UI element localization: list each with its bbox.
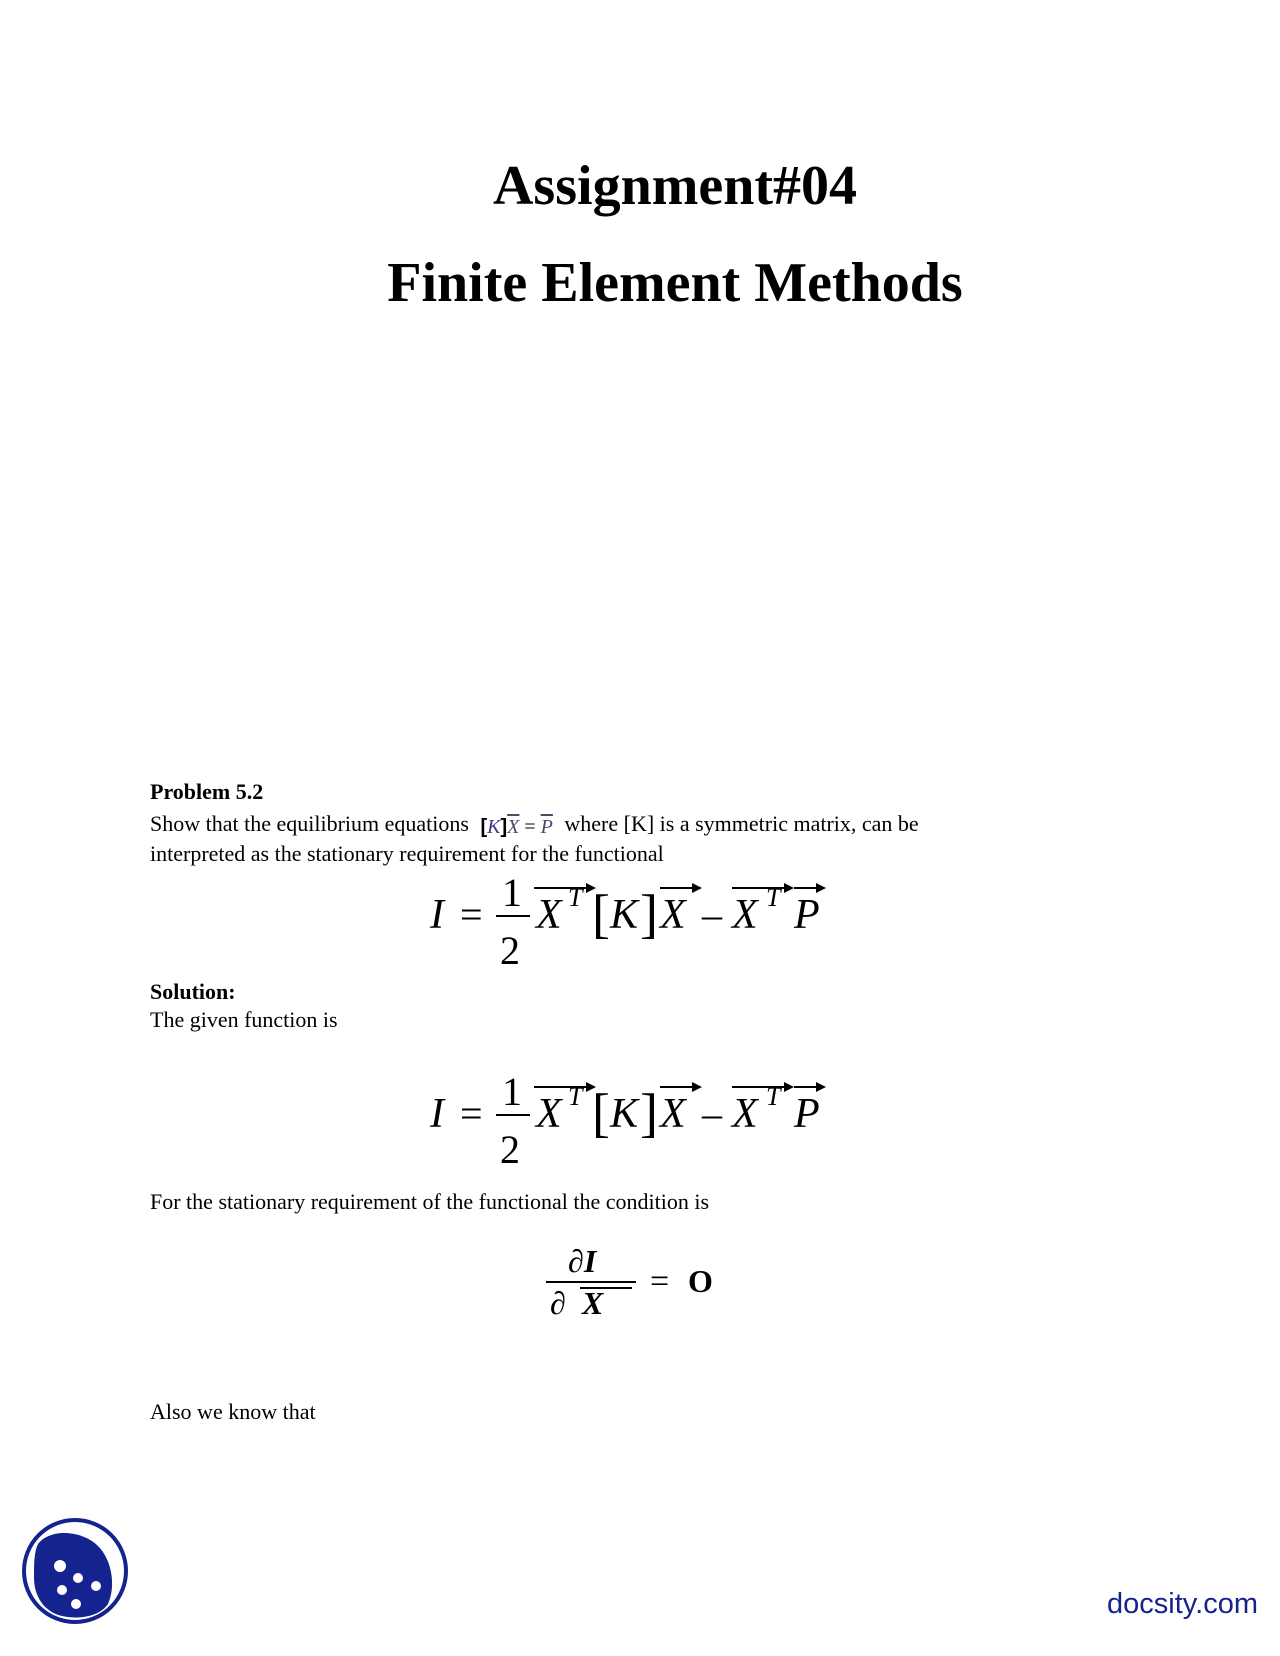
eq2-arrowhead-x2 xyxy=(692,1082,702,1092)
eq2-superscript-t1: T xyxy=(568,1082,583,1111)
functional-equation-2 xyxy=(420,1065,840,1175)
deriv-numerator: ∂I xyxy=(568,1243,597,1279)
problem-line-1 xyxy=(150,810,919,840)
eq2-k: K xyxy=(610,1091,639,1137)
eq2-minus: – xyxy=(702,1091,722,1136)
eq2-x3: X xyxy=(732,1091,758,1137)
eq1-equals: = xyxy=(460,892,483,937)
solution-line-3: Also we know that xyxy=(150,1399,316,1424)
inline-eq-p: $\overline{P}$ xyxy=(540,816,553,838)
eq1-p: P xyxy=(794,892,820,938)
functional-equation-1 xyxy=(420,866,840,976)
eq2-x1: X xyxy=(536,1091,562,1137)
docsity-logo-icon xyxy=(20,1516,130,1626)
deriv-equals: = xyxy=(650,1263,670,1300)
eq1-arrowhead-x2 xyxy=(692,883,702,893)
assignment-title: Assignment#04 xyxy=(492,155,858,217)
problem-line-2: interpreted as the stationary requirement for the functional xyxy=(150,841,664,866)
eq1-x3: X xyxy=(732,892,758,938)
eq1-lbracket: [ xyxy=(592,884,610,944)
eq2-denominator: 2 xyxy=(500,1127,520,1172)
solution-line-1: The given function is xyxy=(150,1007,338,1032)
eq2-arrowhead-x3 xyxy=(784,1082,794,1092)
inline-eq-lbracket: [ xyxy=(480,816,488,838)
eq1-superscript-t1: T xyxy=(568,883,583,912)
problem-line-1-after: where [K] is a symmetric matrix, can be xyxy=(564,811,919,836)
problem-heading: Problem 5.2 xyxy=(150,779,264,804)
eq1-numerator: 1 xyxy=(502,870,522,915)
deriv-rhs: O xyxy=(688,1263,713,1299)
stationary-condition-equation xyxy=(540,1240,740,1320)
deriv-den-partial: ∂ xyxy=(550,1285,566,1320)
eq2-lhs: I xyxy=(430,1091,444,1137)
course-title: Finite Element Methods xyxy=(387,252,963,314)
eq1-rbracket: ] xyxy=(640,884,658,944)
solution-heading: Solution: xyxy=(150,979,236,1004)
problem-line-1-before: Show that the equilibrium equations xyxy=(150,811,469,836)
eq2-equals: = xyxy=(460,1091,483,1136)
eq1-x1: X xyxy=(536,892,562,938)
eq1-lhs: I xyxy=(430,892,444,938)
eq1-superscript-t2: T xyxy=(766,883,781,912)
eq2-lbracket: [ xyxy=(592,1083,610,1143)
eq1-x2: X xyxy=(660,892,686,938)
eq1-minus: – xyxy=(702,892,722,937)
inline-eq-x: $\overline{X}$ xyxy=(507,816,520,838)
eq1-k: K xyxy=(610,892,639,938)
eq2-superscript-t2: T xyxy=(766,1082,781,1111)
deriv-den-x: X xyxy=(582,1285,604,1320)
eq1-denominator: 2 xyxy=(500,928,520,973)
docsity-brand-text[interactable]: docsity.com xyxy=(1107,1588,1258,1620)
inline-equilibrium-equation xyxy=(480,814,552,840)
inline-eq-k: K xyxy=(487,816,501,838)
eq1-arrowhead-x3 xyxy=(784,883,794,893)
eq2-numerator: 1 xyxy=(502,1069,522,1114)
eq2-rbracket: ] xyxy=(640,1083,658,1143)
solution-line-2: For the stationary requirement of the functional the condition is xyxy=(150,1189,710,1214)
inline-eq-rbracket: ] xyxy=(500,816,508,838)
inline-eq-equals: = xyxy=(524,816,536,838)
eq2-x2: X xyxy=(660,1091,686,1137)
eq2-p: P xyxy=(794,1091,820,1137)
